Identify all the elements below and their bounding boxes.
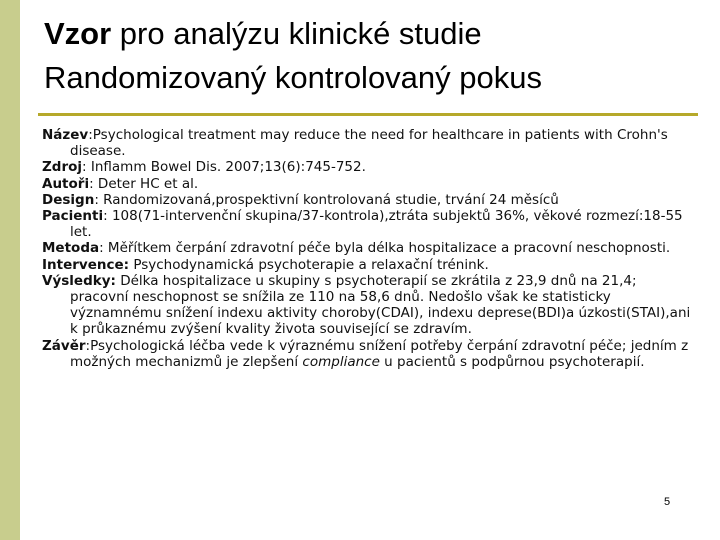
- field-text: : Randomizovaná,prospektivní kontrolovaná studie, trvání 24 měsíců: [94, 191, 559, 208]
- page-number: 5: [664, 496, 671, 508]
- title-line-2: Randomizovaný kontrolovaný pokus: [44, 60, 542, 95]
- field-zaver: [42, 338, 692, 370]
- field-italic-term: compliance: [302, 353, 380, 370]
- field-zdroj: [42, 159, 692, 175]
- field-text: : Inflamm Bowel Dis. 2007;13(6):745-752.: [82, 159, 366, 176]
- field-text: Psychodynamická psychoterapie a relaxační trénink.: [129, 256, 489, 273]
- title-line-1: [44, 12, 694, 56]
- field-vysledky: [42, 273, 692, 338]
- field-text: :Psychologická léčba vede k výraznému snížení potřeby čerpání zdravotní péče; jedním z možných mechanizmů je zlepšení: [70, 337, 689, 370]
- field-label: Výsledky:: [42, 272, 116, 289]
- field-label: Závěr: [42, 337, 86, 354]
- slide-title: [44, 12, 694, 100]
- field-text: : Měřítkem čerpání zdravotní péče byla délka hospitalizace a pracovní neschopnosti.: [99, 240, 671, 257]
- field-label: Metoda: [42, 240, 100, 257]
- field-autori: [42, 176, 692, 192]
- title-divider: [38, 113, 698, 116]
- field-label: Intervence:: [42, 256, 130, 273]
- title-bold-word: Vzor: [44, 16, 112, 51]
- field-text: : Deter HC et al.: [89, 175, 199, 192]
- field-design: [42, 192, 692, 208]
- field-text: :Psychological treatment may reduce the need for healthcare in patients with Crohn's disease.: [70, 127, 668, 160]
- field-text-tail: u pacientů s podpůrnou psychoterapií.: [379, 353, 645, 370]
- field-label: Název: [42, 127, 89, 143]
- study-details: [42, 127, 692, 370]
- title-line-1-rest: pro analýzu klinické studie: [111, 16, 482, 51]
- field-label: Zdroj: [42, 159, 83, 176]
- field-intervence: [42, 257, 692, 273]
- field-label: Design: [42, 191, 95, 208]
- field-text: Délka hospitalizace u skupiny s psychoterapií se zkrátila z 23,9 dnů na 21,4; pracovní neschopnost se snížila ze 110 na 58,6 dnů. Nedošlo však ke statisticky významnému snížení indexu aktivity choroby(CDAI), indexu deprese(BDI)a úzkosti(STAI),ani k průkaznému zvýšení kvality života související se zdravím.: [70, 272, 691, 338]
- sidebar-bar: [0, 0, 20, 540]
- field-label: Pacienti: [42, 208, 104, 225]
- field-text: : 108(71-intervenční skupina/37-kontrola),ztráta subjektů 36%, věkové rozmezí:18-55 let.: [70, 208, 683, 241]
- field-nazev: [42, 127, 692, 159]
- field-label: Autoři: [42, 175, 90, 192]
- field-pacienti: [42, 208, 692, 240]
- field-metoda: [42, 240, 692, 256]
